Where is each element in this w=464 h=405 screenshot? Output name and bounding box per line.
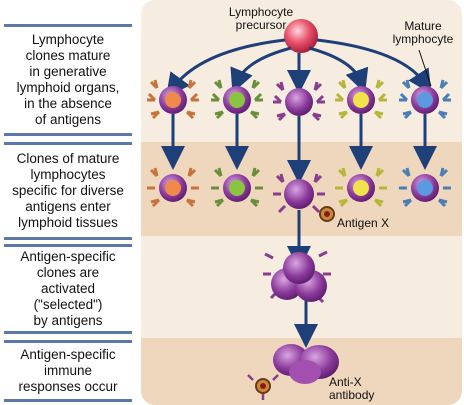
clone-purple-cell xyxy=(273,82,325,120)
step-2-line: Clones of mature xyxy=(16,151,120,166)
antigen-antibody-complex-icon xyxy=(248,375,278,400)
anti-x-antibody-label xyxy=(329,376,389,402)
step-1-line: clones mature xyxy=(25,48,111,63)
clone-yellow-cell xyxy=(335,80,387,118)
step-2-line: lymphoid tissues xyxy=(18,215,118,230)
tissue-clone-yellow-cell xyxy=(335,168,387,206)
step-1-line: Lymphocyte xyxy=(31,32,105,47)
step-1-text xyxy=(17,32,120,128)
step-2-line: lymphocytes xyxy=(30,167,106,182)
clone-green-cell xyxy=(211,80,263,118)
antigen-x-label: Antigen X xyxy=(337,216,390,230)
step-4-line: responses occur xyxy=(18,379,118,394)
antibody-label-line: Anti-X xyxy=(329,375,362,389)
step-3-line: Antigen-specific xyxy=(20,249,116,264)
step-1-box xyxy=(4,24,132,136)
step-4-box xyxy=(4,340,132,402)
step-2-line: antigens enter xyxy=(25,199,111,214)
tissue-clone-blue-cell xyxy=(399,168,451,206)
step-3-line: clones are xyxy=(36,265,100,280)
antibody-label-line: antibody xyxy=(329,388,375,402)
mature-lymphocyte-label xyxy=(385,20,461,46)
step-4-line: Antigen-specific xyxy=(20,347,116,362)
precursor-label-line: Lymphocyte xyxy=(228,5,294,19)
step-3-line: ("selected") xyxy=(33,297,103,312)
diagram-svg xyxy=(141,0,462,405)
step-4-line: immune xyxy=(43,363,92,378)
step-3-line: activated xyxy=(40,281,96,296)
step-2-line: specific for diverse xyxy=(12,183,124,198)
clone-blue-cell xyxy=(399,80,451,118)
precursor-label-line: precursor xyxy=(235,18,287,32)
step-2-box xyxy=(4,142,132,240)
step-2-text xyxy=(12,151,124,231)
mature-label-line: lymphocyte xyxy=(392,32,454,46)
step-4-text xyxy=(18,347,117,395)
mature-label-line: Mature xyxy=(404,19,442,33)
step-3-text xyxy=(20,249,115,329)
activated-clone-cluster xyxy=(263,252,331,302)
clone-row-1 xyxy=(147,80,451,120)
tissue-clone-orange-cell xyxy=(147,168,199,206)
antigen-x-icon xyxy=(320,207,334,221)
step-3-box xyxy=(4,244,132,334)
step-3-line: by antigens xyxy=(33,313,103,328)
diagram-panel xyxy=(141,0,462,405)
precursor-label xyxy=(221,6,301,32)
step-1-line: lymphoid organs, xyxy=(16,80,120,95)
tissue-clone-purple-cell xyxy=(273,174,325,212)
step-1-line: in generative xyxy=(29,64,107,79)
step-column xyxy=(0,0,136,405)
step-1-line: of antigens xyxy=(34,112,102,127)
tissue-clone-green-cell xyxy=(211,168,263,206)
step-1-line: in the absence xyxy=(24,96,112,111)
